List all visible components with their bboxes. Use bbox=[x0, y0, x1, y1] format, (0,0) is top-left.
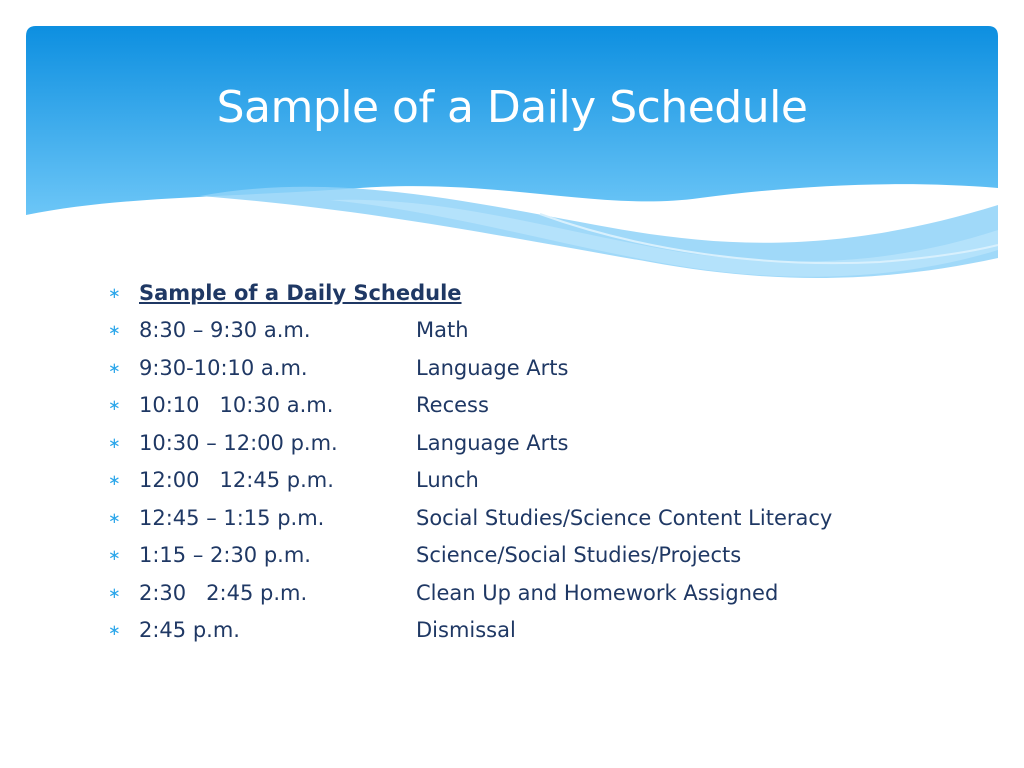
list-item bbox=[108, 312, 988, 350]
list-item bbox=[108, 537, 988, 575]
bullet-icon: ∗ bbox=[108, 471, 121, 490]
list-item bbox=[108, 387, 988, 425]
bullet-icon: ∗ bbox=[108, 433, 121, 452]
schedule-time: 12:45 – 1:15 p.m. bbox=[139, 505, 325, 530]
schedule-time: 9:30-10:10 a.m. bbox=[139, 355, 308, 380]
bullet-icon: ∗ bbox=[108, 546, 121, 565]
bullet-icon: ∗ bbox=[108, 358, 121, 377]
schedule-activity: Clean Up and Homework Assigned bbox=[416, 580, 779, 605]
schedule-activity: Social Studies/Science Content Literacy bbox=[416, 505, 833, 530]
bullet-icon: ∗ bbox=[108, 396, 121, 415]
list-heading-row bbox=[108, 274, 988, 312]
schedule-time: 10:30 – 12:00 p.m. bbox=[139, 430, 338, 455]
schedule-activity: Language Arts bbox=[416, 355, 569, 380]
list-item bbox=[108, 612, 988, 650]
bullet-icon: ∗ bbox=[108, 621, 121, 640]
schedule-time: 12:00 12:45 p.m. bbox=[139, 468, 334, 493]
bullet-icon: ∗ bbox=[108, 321, 121, 340]
schedule-activity: Science/Social Studies/Projects bbox=[416, 543, 742, 568]
bullet-icon: ∗ bbox=[108, 583, 121, 602]
schedule-time: 8:30 – 9:30 a.m. bbox=[139, 318, 311, 343]
schedule-time: 2:30 2:45 p.m. bbox=[139, 580, 308, 605]
bullet-icon: ∗ bbox=[108, 283, 121, 302]
schedule-rows bbox=[108, 312, 988, 650]
schedule-activity: Language Arts bbox=[416, 430, 569, 455]
schedule-activity: Dismissal bbox=[416, 618, 516, 643]
list-heading: Sample of a Daily Schedule bbox=[139, 280, 462, 305]
schedule-list bbox=[108, 274, 988, 649]
list-item bbox=[108, 424, 988, 462]
list-item bbox=[108, 574, 988, 612]
bullet-icon: ∗ bbox=[108, 508, 121, 527]
list-item bbox=[108, 462, 988, 500]
list-item bbox=[108, 499, 988, 537]
schedule-time: 10:10 10:30 a.m. bbox=[139, 393, 334, 418]
header-wave-banner bbox=[0, 0, 1024, 300]
slide-title: Sample of a Daily Schedule bbox=[216, 82, 808, 133]
schedule-time: 1:15 – 2:30 p.m. bbox=[139, 543, 311, 568]
schedule-activity: Lunch bbox=[416, 468, 479, 493]
list-item bbox=[108, 349, 988, 387]
schedule-time: 2:45 p.m. bbox=[139, 618, 240, 643]
schedule-activity: Math bbox=[416, 318, 469, 343]
schedule-activity: Recess bbox=[416, 393, 489, 418]
